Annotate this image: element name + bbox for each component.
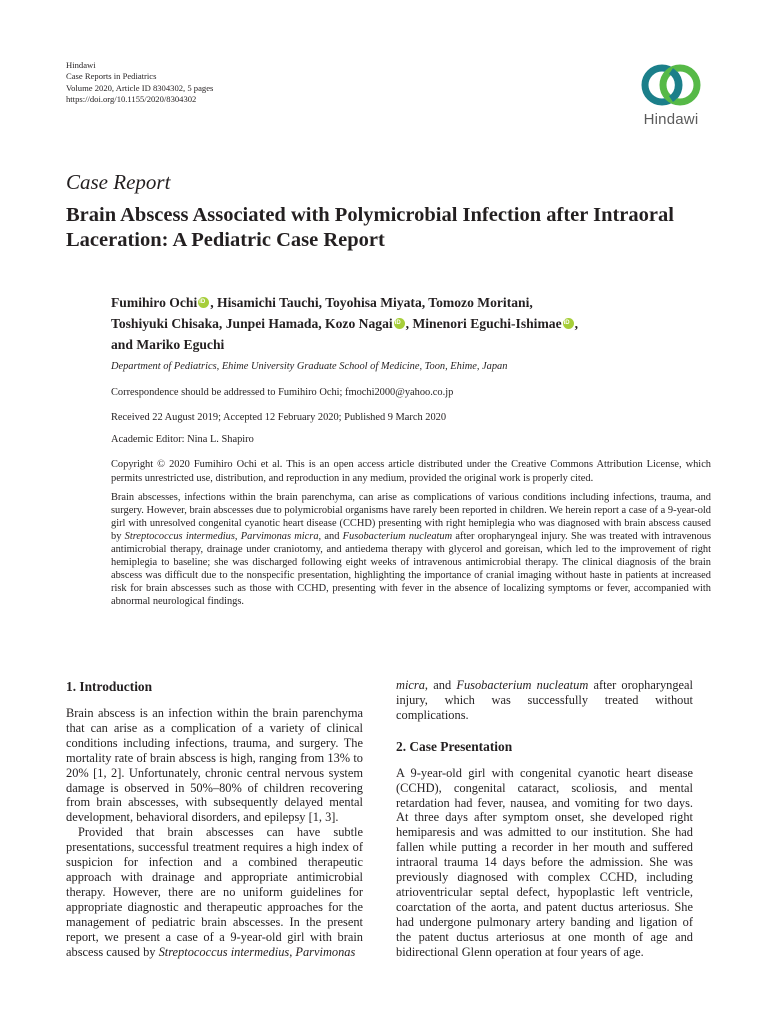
- paragraph: [66, 825, 363, 959]
- organism-name: Fusobacterium nucleatum: [456, 678, 589, 692]
- logo-text: Hindawi: [643, 111, 699, 128]
- abstract-text: after oropharyngeal injury. She was treated with intravenous antimicrobial therapy, drainage under craniotomy, and antiedema therapy with glycerol and goreisan, which led to the improvement of right hemiplegia to baseline; she was discharged following eight weeks of intravenous antimicrobial therapy. The clinical diagnosis of the brain abscess was difficult due to the nonspecific presentation, highlighting the importance of cranial imaging without haste in patients at increased risk for brain abscesses such as those with CCHD, presenting with fever in the absence of localizing symptoms or fever, accompanied with abnormal neurological findings.: [111, 530, 712, 607]
- hindawi-logo-icon: [639, 60, 703, 110]
- organism-name: Streptococcus intermedius: [158, 944, 290, 959]
- abstract: [111, 492, 711, 609]
- organism-name: micra: [396, 678, 425, 692]
- paragraph-text: after oropharyngeal injury, which was successfully treated without complications.: [396, 678, 693, 722]
- article-title: Brain Abscess Associated with Polymicrobial Infection after Intraoral Laceration: A Pediatric Case Report: [66, 204, 674, 251]
- author-names: , Hisamichi Tauchi, Toyohisa Miyata, Tomozo Moritani,: [210, 295, 533, 310]
- paragraph: Brain abscess is an infection within the brain parenchyma that can arise as a complication of a variety of clinical conditions including infections, trauma, and surgery. The mortality rate of brain abscess is high, ranging from 13% to 20% [1, 2]. Unfortunately, chronic central nervous system damage is observed in 50%–80% of children recovering from brain abscesses, with subsequently delayed mental development, behavioral disorders, and epilepsy [1, 3].: [66, 706, 363, 825]
- author-name[interactable]: Fumihiro Ochi: [111, 295, 198, 310]
- section-heading: 1. Introduction: [66, 679, 153, 694]
- left-column: [66, 678, 363, 959]
- separator: , and: [318, 530, 343, 542]
- separator: ,: [234, 530, 241, 542]
- spacer: [396, 723, 693, 738]
- organism-name: Streptococcus intermedius: [124, 530, 235, 542]
- copyright-notice: Copyright © 2020 Fumihiro Ochi et al. This is an open access article distributed under the Creative Commons Attribution License, which permits unrestricted use, distribution, and reproduction in any medium, provided the original work is properly cited.: [111, 459, 711, 484]
- right-column: [396, 678, 693, 960]
- separator: , and: [424, 678, 457, 692]
- paragraph: [396, 678, 693, 723]
- publisher-name: Hindawi: [66, 60, 96, 70]
- article-type: Case Report: [66, 170, 171, 194]
- author-name: , Minenori Eguchi-Ishimae: [405, 316, 562, 331]
- orcid-icon[interactable]: [198, 297, 209, 308]
- section-heading: 2. Case Presentation: [396, 738, 513, 754]
- orcid-icon[interactable]: [394, 318, 405, 329]
- organism-name: Parvimonas: [295, 944, 356, 959]
- organism-name: Parvimonas micra: [240, 530, 319, 542]
- author-separator: ,: [574, 316, 579, 331]
- paragraph: A 9-year-old girl with congenital cyanotic heart disease (CCHD), congenital cataract, scoliosis, and mental retardation had fever, nausea, and vomiting for two days. At three days after symptom onset, she developed right hemiparesis and was admitted to our institution. She had fallen while putting a recorder in her mouth and suffered intraoral trauma 14 days before the admission. She was previously diagnosed with complex CCHD, including atrioventricular septal defect, hypoplastic left ventricle, coarctation of the aorta, and patent ductus arteriosus. She had undergone pulmonary artery banding and ligation of the patent ductus arteriosus at one month of age and bidirectional Glenn operation at four years of age.: [396, 765, 693, 959]
- organism-name: Fusobacterium nucleatum: [342, 530, 453, 542]
- volume-info: Volume 2020, Article ID 8304302, 5 pages: [66, 82, 214, 93]
- publication-dates: Received 22 August 2019; Accepted 12 February 2020; Published 9 March 2020: [111, 412, 447, 423]
- author-list: [111, 292, 651, 355]
- affiliation: Department of Pediatrics, Ehime University Graduate School of Medicine, Toon, Ehime, Japan: [111, 361, 508, 372]
- journal-name: Case Reports in Pediatrics: [66, 71, 157, 82]
- paragraph-text: Provided that brain abscesses can have subtle presentations, successful treatment requires a high index of suspicion for infection and a combined therapeutic approach with drainage and appropriate antimicrobial therapy. However, there are no uniform guidelines for appropriate diagnostic and therapeutic approaches for the management of pediatric brain abscesses. In the present report, we present a case of a 9-year-old girl with brain abscess caused by: [66, 825, 363, 959]
- doi-link[interactable]: https://doi.org/10.1155/2020/8304302: [66, 94, 197, 105]
- hindawi-logo: [633, 60, 709, 128]
- separator: ,: [289, 944, 296, 959]
- correspondence: Correspondence should be addressed to Fumihiro Ochi; fmochi2000@yahoo.co.jp: [111, 387, 454, 398]
- author-names: Toshiyuki Chisaka, Junpei Hamada, Kozo Nagai: [111, 316, 393, 331]
- academic-editor: Academic Editor: Nina L. Shapiro: [111, 434, 254, 445]
- journal-info: [66, 60, 213, 106]
- author-name: and Mariko Eguchi: [111, 337, 225, 352]
- orcid-icon[interactable]: [563, 318, 574, 329]
- abstract-text: Brain abscesses, infections within the brain parenchyma, can arise as complications of various conditions including infections, trauma, and surgery. However, brain abscesses due to polymicrobial organisms have rarely been reported in children. We herein report a case of a 9-year-old girl with unresolved congenital cyanotic heart disease (CCHD) presenting with right hemiplegia who was diagnosed with brain abscess caused by: [111, 492, 711, 542]
